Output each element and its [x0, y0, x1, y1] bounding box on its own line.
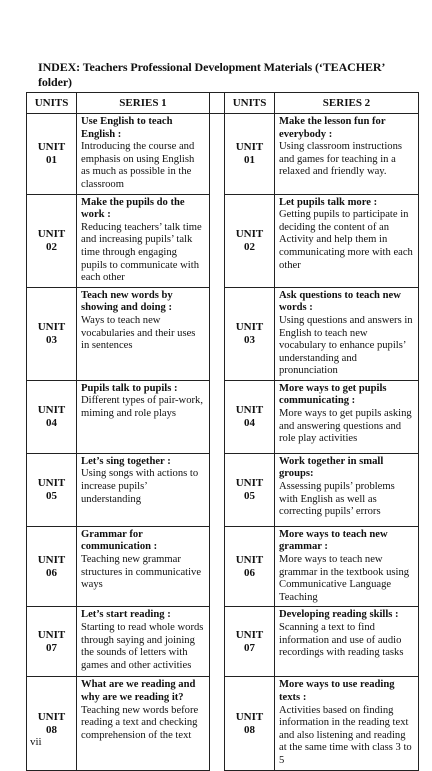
- series2-description: [275, 526, 419, 607]
- column-gap: [210, 677, 225, 770]
- unit-label: UNIT: [235, 403, 264, 416]
- unit-number: 07: [46, 641, 57, 654]
- unit-number: 05: [244, 489, 255, 502]
- series2-text: Activities based on finding information in the reading text and also listening and reading at the same time with class 3 to 5: [279, 704, 412, 766]
- table-row: [27, 526, 419, 607]
- series1-description: [77, 380, 210, 453]
- table-row: [27, 607, 419, 677]
- series1-unit-cell: [27, 526, 77, 607]
- series1-text: Introducing the course and emphasis on using English as much as possible in the classroom: [81, 141, 195, 190]
- table-row: [27, 287, 419, 380]
- series1-heading: Use English to teach English :: [81, 116, 173, 140]
- unit-number: 02: [244, 240, 255, 253]
- series1-description: [77, 677, 210, 770]
- unit-number: 01: [244, 153, 255, 166]
- series2-description: [275, 677, 419, 770]
- column-gap: [210, 607, 225, 677]
- column-gap: [210, 453, 225, 526]
- series1-description: [77, 526, 210, 607]
- series2-text: Scanning a text to find information and use of audio recordings with reading tasks: [279, 622, 404, 659]
- units-header-2: UNITS: [225, 93, 275, 114]
- series2-text: Using classroom instructions and games for teaching in a relaxed and friendly way.: [279, 141, 402, 178]
- series1-unit-cell: [27, 114, 77, 195]
- unit-label: UNIT: [235, 628, 264, 641]
- series2-heading: Make the lesson fun for everybody :: [279, 116, 386, 140]
- series1-heading: Let’s sing together :: [81, 455, 171, 467]
- series2-unit-cell: [225, 526, 275, 607]
- series2-header: SERIES 2: [275, 93, 419, 114]
- unit-number: 06: [46, 566, 57, 579]
- series2-unit-cell: [225, 380, 275, 453]
- unit-number: 07: [244, 641, 255, 654]
- series1-header: SERIES 1: [77, 93, 210, 114]
- series1-heading: Grammar for communication :: [81, 528, 158, 553]
- units-header-1: UNITS: [27, 93, 77, 114]
- series2-text: More ways to teach new grammar in the textbook using Communicative Language Teaching: [279, 554, 410, 603]
- series1-description: [77, 114, 210, 195]
- series1-text: Ways to teach new vocabularies and their uses in sentences: [81, 314, 196, 352]
- unit-number: 06: [244, 566, 255, 579]
- series2-text: Getting pupils to participate in deciding the content of an Activity and help them in communicating more with each other: [279, 209, 413, 271]
- series1-unit-cell: [27, 380, 77, 453]
- series2-unit-cell: [225, 453, 275, 526]
- unit-number: 01: [46, 153, 57, 166]
- column-gap: [210, 114, 225, 195]
- series1-description: [77, 453, 210, 526]
- series2-description: [275, 287, 419, 380]
- unit-number: 08: [46, 723, 57, 736]
- unit-number: 03: [244, 333, 255, 346]
- series1-unit-cell: [27, 453, 77, 526]
- series2-heading: Ask questions to teach new words :: [279, 289, 401, 314]
- unit-number: 02: [46, 240, 57, 253]
- unit-label: UNIT: [235, 476, 264, 489]
- unit-label: UNIT: [37, 403, 66, 416]
- column-gap: [210, 93, 225, 114]
- index-title: INDEX: Teachers Professional Development Materials (‘TEACHER’ folder): [38, 60, 385, 89]
- series2-heading: More ways to use reading texts :: [279, 679, 395, 704]
- unit-label: UNIT: [235, 227, 264, 240]
- column-gap: [210, 194, 225, 287]
- series2-description: [275, 453, 419, 526]
- unit-number: 05: [46, 489, 57, 502]
- series2-description: [275, 194, 419, 287]
- series2-unit-cell: [225, 607, 275, 677]
- series2-description: [275, 114, 419, 195]
- unit-label: UNIT: [37, 628, 66, 641]
- unit-number: 04: [46, 416, 57, 429]
- series2-heading: More ways to teach new grammar :: [279, 528, 388, 553]
- table-row: [27, 194, 419, 287]
- table-row: [27, 677, 419, 770]
- series2-unit-cell: [225, 194, 275, 287]
- series1-text: Different types of pair-work, miming and role plays: [81, 395, 203, 420]
- unit-number: 08: [244, 723, 255, 736]
- series2-heading: Let pupils talk more :: [279, 196, 378, 208]
- table-row: [27, 453, 419, 526]
- series1-description: [77, 607, 210, 677]
- header-row: [27, 93, 419, 114]
- series1-heading: Let’s start reading :: [81, 609, 171, 621]
- unit-number: 03: [46, 333, 57, 346]
- unit-label: UNIT: [235, 320, 264, 333]
- unit-label: UNIT: [235, 710, 264, 723]
- series2-unit-cell: [225, 114, 275, 195]
- unit-label: UNIT: [37, 140, 66, 153]
- series1-unit-cell: [27, 194, 77, 287]
- series2-description: [275, 380, 419, 453]
- column-gap: [210, 380, 225, 453]
- series1-description: [77, 194, 210, 287]
- series1-unit-cell: [27, 607, 77, 677]
- series2-heading: Work together in small groups:: [279, 455, 384, 480]
- unit-label: UNIT: [37, 476, 66, 489]
- series1-heading: Make the pupils do the work :: [81, 196, 185, 221]
- series1-heading: Teach new words by showing and doing :: [81, 289, 173, 314]
- unit-label: UNIT: [235, 553, 264, 566]
- series2-unit-cell: [225, 287, 275, 380]
- series1-text: Using songs with actions to increase pupils’ understanding: [81, 468, 199, 505]
- unit-label: UNIT: [37, 710, 66, 723]
- series1-unit-cell: [27, 677, 77, 770]
- page-number: vii: [30, 736, 42, 748]
- series1-text: Teaching new words before reading a text and checking comprehension of the text: [81, 704, 199, 741]
- unit-label: UNIT: [37, 320, 66, 333]
- series1-text: Starting to read whole words through saying and joining the sounds of letters with games and other activities: [81, 622, 204, 671]
- table-row: [27, 380, 419, 453]
- unit-label: UNIT: [235, 140, 264, 153]
- series1-text: Reducing teachers’ talk time and increasing pupils’ talk time through engaging pupils to communicate with each other: [81, 221, 202, 284]
- unit-label: UNIT: [37, 553, 66, 566]
- series2-heading: More ways to get pupils communicating :: [279, 382, 387, 407]
- series1-text: Teaching new grammar structures in communicative ways: [81, 554, 202, 591]
- series1-heading: What are we reading and why are we reading it?: [81, 679, 196, 704]
- series1-unit-cell: [27, 287, 77, 380]
- unit-number: 04: [244, 416, 255, 429]
- series2-description: [275, 607, 419, 677]
- series2-text: More ways to get pupils asking and answering questions and role play activities: [279, 408, 412, 445]
- series1-heading: Pupils talk to pupils :: [81, 382, 178, 394]
- unit-label: UNIT: [37, 227, 66, 240]
- index-table: [26, 92, 419, 771]
- table-row: [27, 114, 419, 195]
- column-gap: [210, 526, 225, 607]
- series2-heading: Developing reading skills :: [279, 609, 399, 621]
- series2-text: Using questions and answers in English to teach new vocabulary to enhance pupils’ understanding and pronunciation: [279, 314, 413, 377]
- series1-description: [77, 287, 210, 380]
- column-gap: [210, 287, 225, 380]
- series2-unit-cell: [225, 677, 275, 770]
- series2-text: Assessing pupils’ problems with English as well as correcting pupils’ errors: [279, 481, 395, 518]
